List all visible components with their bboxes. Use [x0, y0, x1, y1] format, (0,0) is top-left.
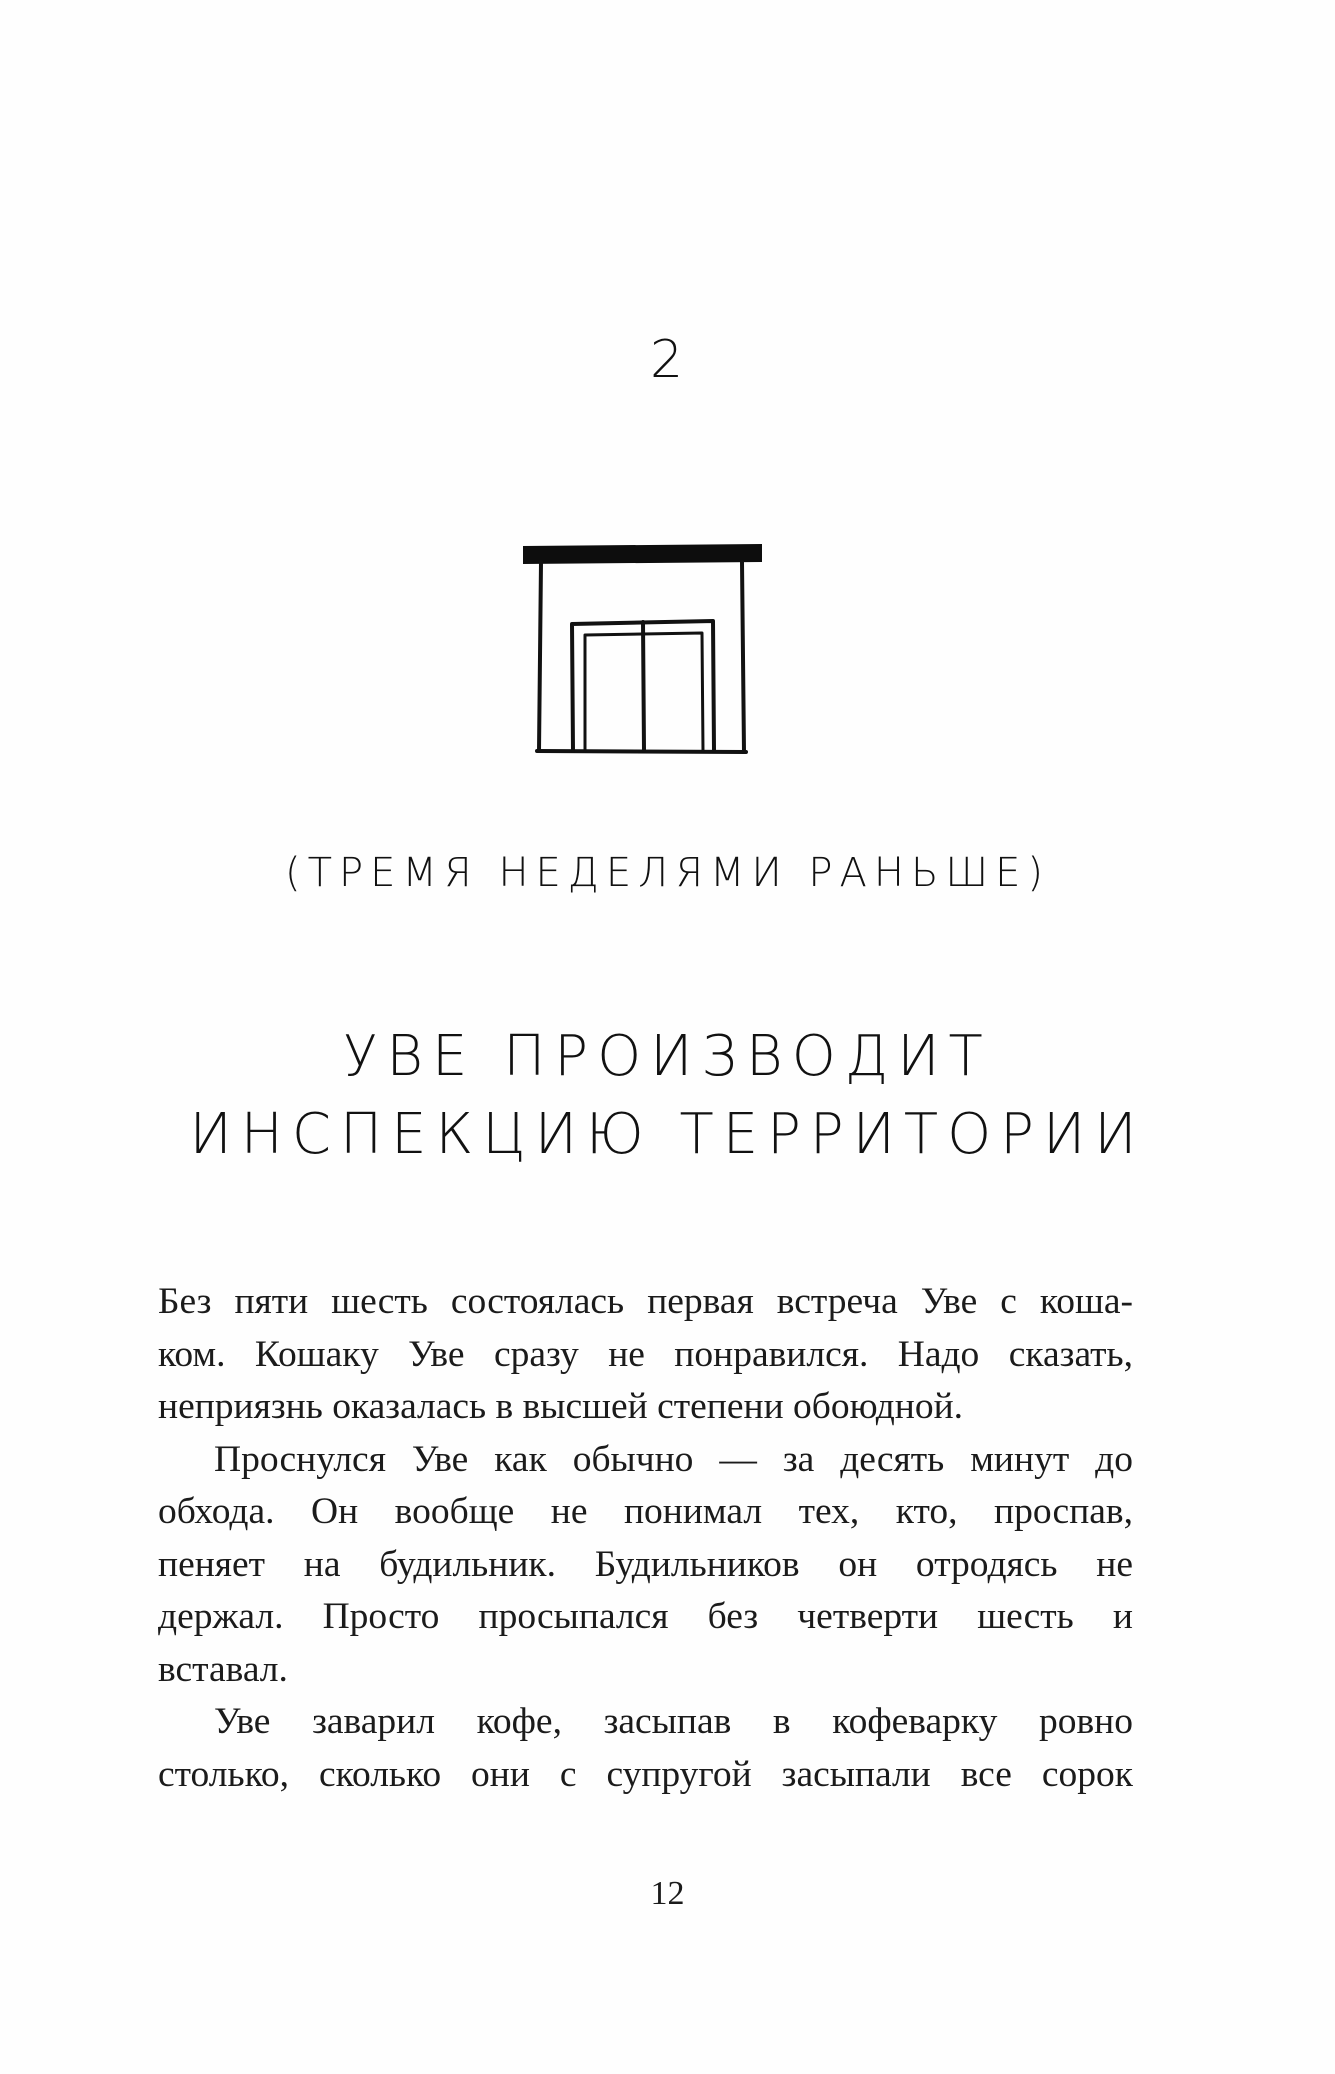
- paragraph: [158, 1696, 1133, 1801]
- chapter-title-line: ИНСПЕКЦИЮ ТЕРРИТОРИИ: [189, 1102, 1146, 1167]
- text-line: ком. Кошаку Уве сразу не понравился. Надо сказать,: [158, 1333, 1133, 1375]
- paragraph: [158, 1276, 1133, 1434]
- paragraph: [158, 1434, 1133, 1697]
- text-line: пеняет на будильник. Будильников он отродясь не: [158, 1543, 1133, 1585]
- text-line: неприязнь оказалась в высшей степени обоюдной.: [158, 1386, 964, 1427]
- text-line: обхода. Он вообще не понимал тех, кто, проспав,: [158, 1491, 1133, 1532]
- roof-bar: [523, 544, 762, 564]
- door-center-split: [643, 622, 644, 751]
- right-wall: [742, 562, 744, 752]
- body-text: [158, 1276, 1133, 1801]
- chapter-subtitle: (ТРЕМЯ НЕДЕЛЯМИ РАНЬШЕ): [284, 850, 1051, 896]
- chapter-title: [0, 1018, 1335, 1174]
- text-line: Без пяти шесть состоялась первая встреча Уве с коша-: [158, 1281, 1133, 1322]
- house-door-icon: [515, 540, 765, 765]
- text-line: Уве заварил кофе, засыпав в кофеварку ровно: [214, 1701, 1133, 1742]
- text-line: держал. Просто просыпался без четверти шесть и: [158, 1596, 1133, 1637]
- text-line: столько, сколько они с супругой засыпали все сорок: [158, 1753, 1133, 1795]
- text-line: Проснулся Уве как обычно — за десять минут до: [214, 1438, 1133, 1480]
- chapter-number: 2: [649, 330, 686, 390]
- text-line: вставал.: [158, 1648, 288, 1690]
- left-wall: [539, 562, 541, 751]
- page-number: 12: [650, 1875, 685, 1912]
- chapter-title-line: УВЕ ПРОИЗВОДИТ: [343, 1024, 992, 1089]
